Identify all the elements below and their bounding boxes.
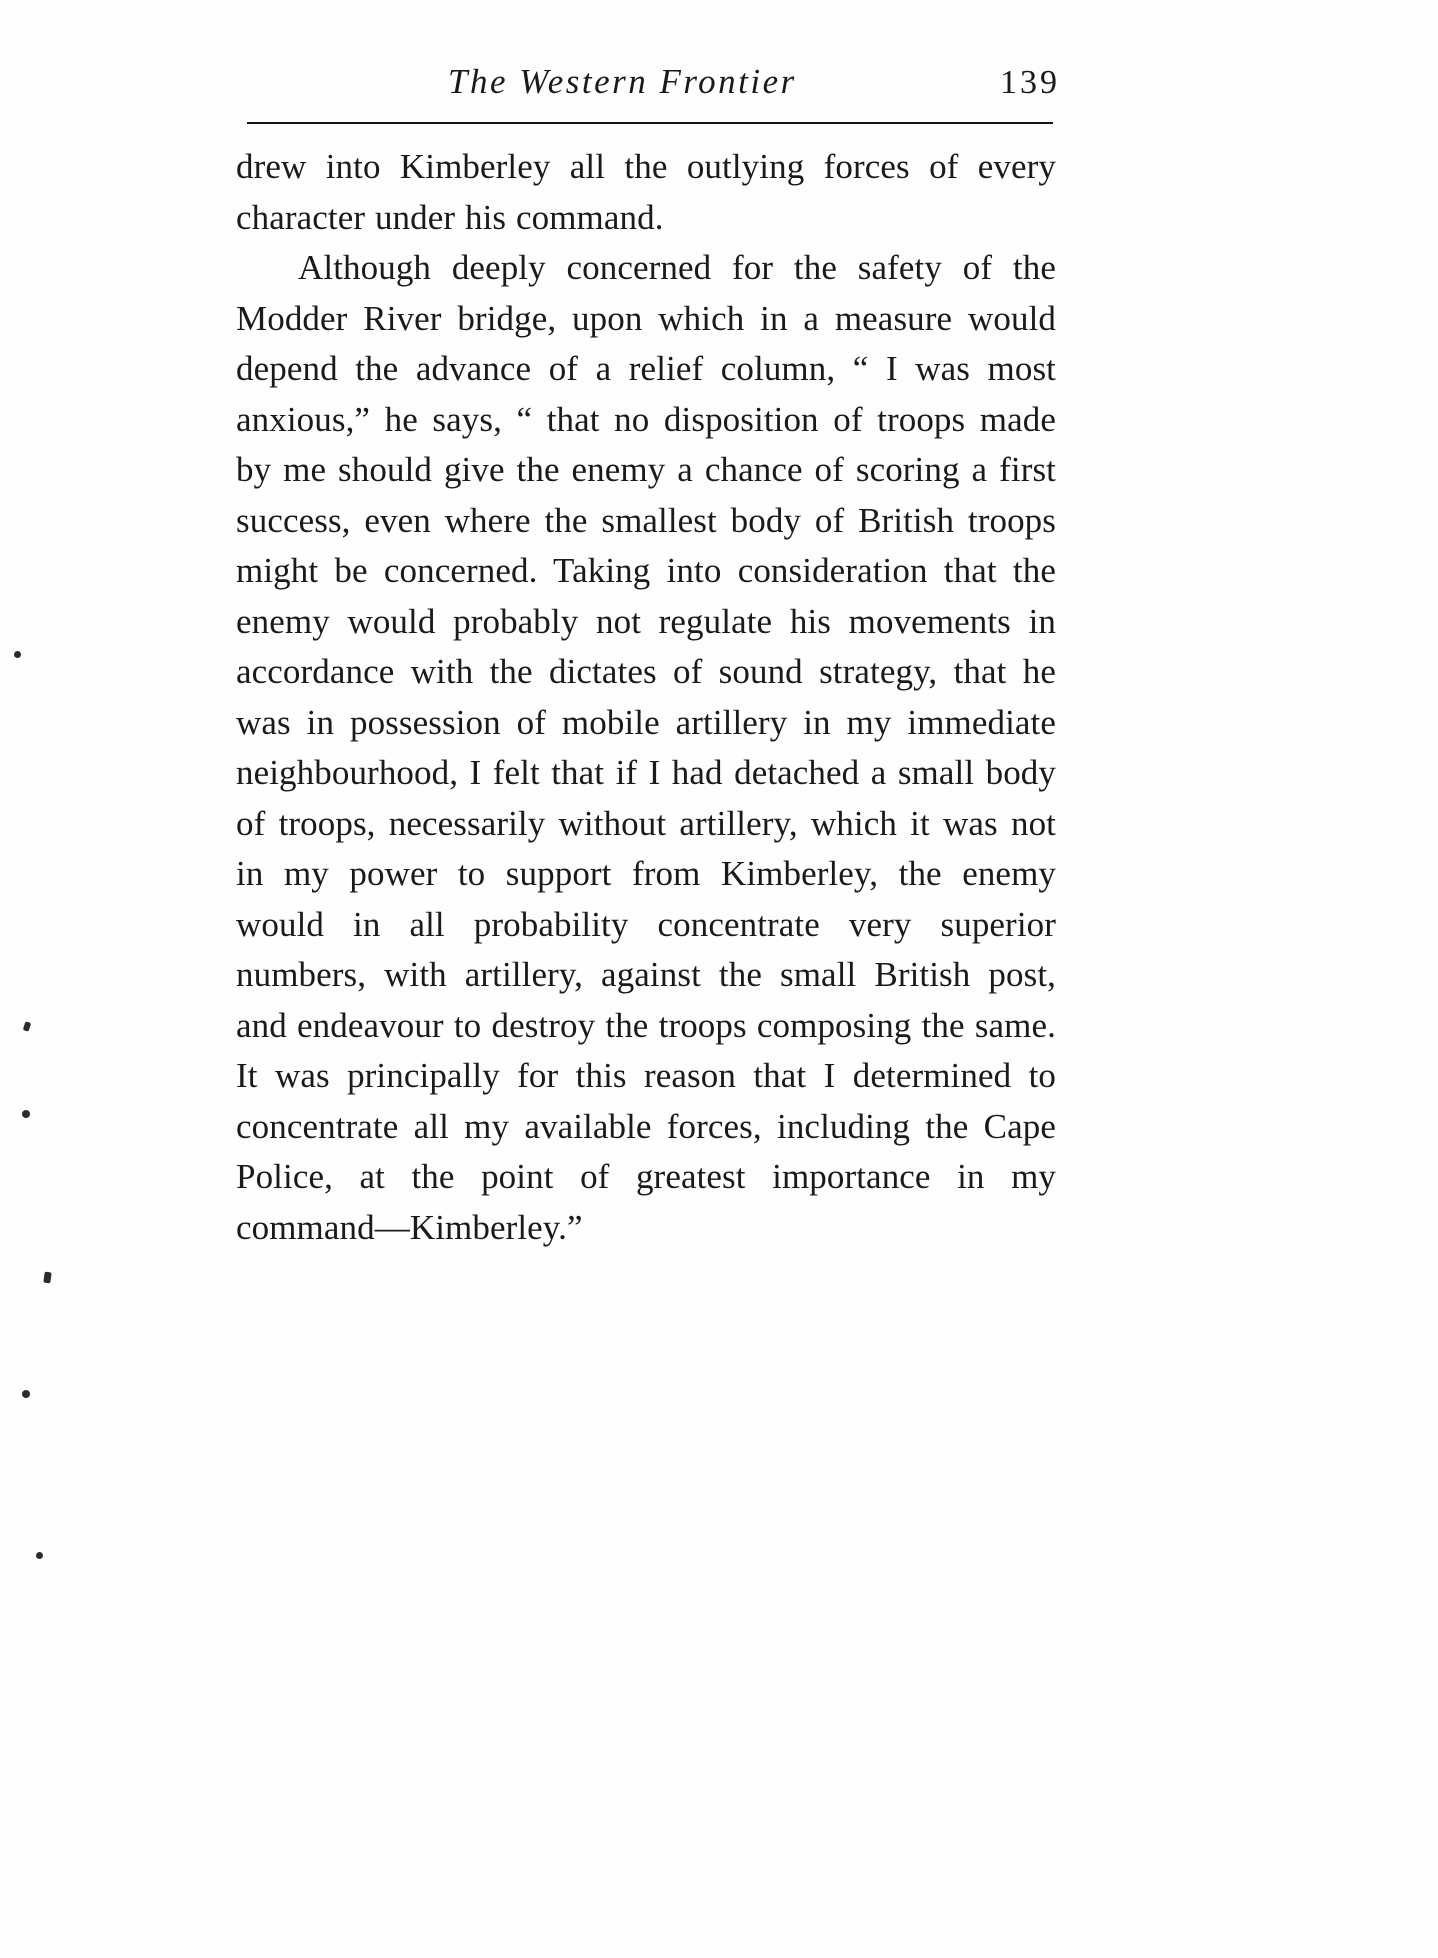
body-text-column bbox=[236, 142, 1056, 1253]
header-rule bbox=[247, 122, 1053, 124]
paragraph-1: drew into Kimberley all the outlying forces of every character under his command. bbox=[236, 147, 1056, 237]
running-head bbox=[248, 62, 1060, 116]
scan-speck bbox=[43, 1272, 51, 1284]
running-head-title: The Western Frontier bbox=[448, 62, 797, 101]
paragraph-2: Although deeply concerned for the safety of the Modder River bridge, upon which in a measure would depend the advance of a relief column, “ I was most anxious,” he says, “ that no disposition of troops made by me should give the enemy a chance of scoring a first success, even where the smallest body of British troops might be concerned. Taking into consideration that the enemy would probably not regulate his movements in accordance with the dictates of sound strategy, that he was in possession of mobile artillery in my immediate neighbourhood, I felt that if I had detached a small body of troops, necessarily without artillery, which it was not in my power to support from Kimberley, the enemy would in all probability concentrate very superior numbers, with artillery, against the small British post, and endeavour to destroy the troops composing the same. It was principally for this reason that I determined to concentrate all my available forces, including the Cape Police, at the point of greatest importance in my command—Kimberley.” bbox=[236, 248, 1056, 1247]
scan-speck bbox=[22, 1390, 30, 1398]
scan-speck bbox=[36, 1552, 43, 1559]
scan-speck bbox=[23, 1021, 31, 1031]
page-number: 139 bbox=[1000, 64, 1060, 101]
scan-speck bbox=[14, 651, 21, 658]
scan-speck bbox=[22, 1110, 30, 1118]
